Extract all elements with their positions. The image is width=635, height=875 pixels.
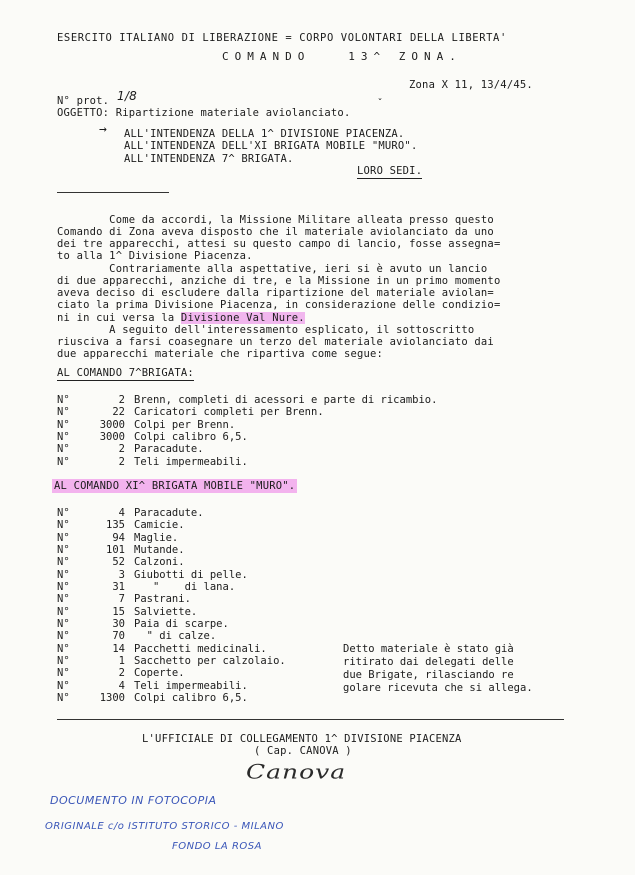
- list-item: N° 4 Paracadute.: [57, 507, 204, 519]
- list-item: N° 2 Teli impermeabili.: [57, 455, 248, 468]
- list-item: N° 31 " di lana.: [57, 581, 236, 594]
- list-item: N° 22 Caricatori completi per Brenn.: [57, 406, 324, 419]
- list-item: N° 2 Coperte.: [57, 667, 185, 680]
- body-p2-line-4: ciato la prima Divisione Piacenza, in considerazione delle condizio=: [57, 299, 501, 311]
- loro-sedi: LORO SEDI.: [357, 165, 423, 177]
- separator-rule: [57, 192, 169, 193]
- handwritten-note-line-2: ORIGINALE c/o ISTITUTO STORICO - MILANO: [45, 821, 284, 832]
- body-p3-line-3: due apparecchi materiale che ripartiva come segue:: [57, 348, 384, 360]
- list-item: N° 52 Calzoni.: [57, 556, 185, 569]
- footer-rule: [57, 719, 564, 720]
- section-1-list: [57, 394, 437, 468]
- body-p1-line-4: to alla 1^ Divisione Piacenza.: [57, 250, 253, 262]
- list-item: N° 135 Camicie.: [57, 519, 185, 532]
- body-p2-line-5: [57, 312, 305, 324]
- list-item: N° 70 " di calze.: [57, 630, 217, 643]
- handwritten-note-line-1: DOCUMENTO IN FOTOCOPIA: [50, 794, 217, 807]
- list-item: N° 1 Sacchetto per calzolaio.: [57, 655, 286, 668]
- body-p1-line-3: dei tre apparecchi, attesi su questo campo di lancio, fosse assegna=: [57, 238, 501, 250]
- recipient-3: ALL'INTENDENZA 7^ BRIGATA.: [124, 153, 294, 165]
- list-item: N° 3000 Colpi per Brenn.: [57, 418, 236, 431]
- body-p2-line-5-text: ni in cui versa la: [57, 312, 181, 324]
- list-item: N° 101 Mutande.: [57, 544, 185, 557]
- highlighted-division-name: Divisione Val Nure.: [180, 312, 305, 324]
- delivery-note: Detto materiale è stato già ritirato dai delegati delle due Brigate, rilasciando re golare ricevuta che si allega.: [343, 643, 533, 694]
- recipient-1: ALL'INTENDENZA DELLA 1^ DIVISIONE PIACENZA.: [124, 128, 405, 140]
- list-item: N° 7 Pastrani.: [57, 593, 191, 606]
- list-item: N° 2 Paracadute.: [57, 443, 204, 456]
- recipient-2: ALL'INTENDENZA DELL'XI BRIGATA MOBILE "MURO".: [124, 140, 418, 152]
- section-2-list: [57, 507, 286, 705]
- list-item: N° 14 Pacchetti medicinali.: [57, 642, 267, 655]
- list-item: N° 4 Teli impermeabili.: [57, 679, 248, 692]
- handwritten-signature: Canova: [246, 759, 347, 784]
- body-p1-line-1: Come da accordi, la Missione Militare alleata presso questo: [57, 214, 494, 226]
- list-item: N° 30 Paia di scarpe.: [57, 618, 229, 631]
- place-date: Zona X 11, 13/4/45.: [409, 79, 533, 91]
- body-p2-line-2: di due apparecchi, anziche di tre, e la Missione in un primo momento: [57, 275, 501, 287]
- body-p3-line-2: riusciva a farsi coasegnare un terzo del materiale aviolanciato dai: [57, 336, 494, 348]
- list-item: N° 94 Maglie.: [57, 531, 179, 544]
- section-2-title: AL COMANDO XI^ BRIGATA MOBILE "MURO".: [54, 480, 296, 492]
- body-p2-line-1: Contrariamente alla aspettative, ieri si è avuto un lancio: [57, 263, 488, 275]
- body-p2-line-3: aveva deciso di escludere dalla ripartizione del materiale aviolan=: [57, 287, 494, 299]
- body-p1-line-2: Comando di Zona aveva disposto che il materiale aviolanciato da uno: [57, 226, 494, 238]
- list-item: N° 3 Giubotti di pelle.: [57, 568, 248, 581]
- check-mark-icon: ˇ: [377, 98, 384, 109]
- list-item: N° 1300 Colpi calibro 6,5.: [57, 692, 248, 705]
- handwritten-note-line-3: FONDO LA ROSA: [172, 841, 262, 852]
- prot-number: 1/8: [117, 89, 137, 103]
- list-item: N° 3000 Colpi calibro 6,5.: [57, 431, 248, 444]
- header-line-2: COMANDO 13^ ZONA.: [222, 50, 462, 63]
- list-item: N° 15 Salviette.: [57, 605, 198, 618]
- body-p3-line-1: A seguito dell'interessamento esplicato, il sottoscritto: [57, 324, 475, 336]
- header-line-1: ESERCITO ITALIANO DI LIBERAZIONE = CORPO VOLONTARI DELLA LIBERTA': [57, 32, 507, 44]
- subject-line: OGGETTO: Ripartizione materiale aviolanciato.: [57, 107, 351, 119]
- prot-label: N° prot.: [57, 95, 110, 107]
- list-item: N° 2 Brenn, completi di acessori e parte di ricambio.: [57, 394, 438, 406]
- arrow-right-icon: →: [99, 122, 107, 137]
- officer-title: L'UFFICIALE DI COLLEGAMENTO 1^ DIVISIONE PIACENZA: [142, 733, 462, 745]
- section-1-title: AL COMANDO 7^BRIGATA:: [57, 367, 194, 379]
- officer-name: ( Cap. CANOVA ): [254, 745, 352, 757]
